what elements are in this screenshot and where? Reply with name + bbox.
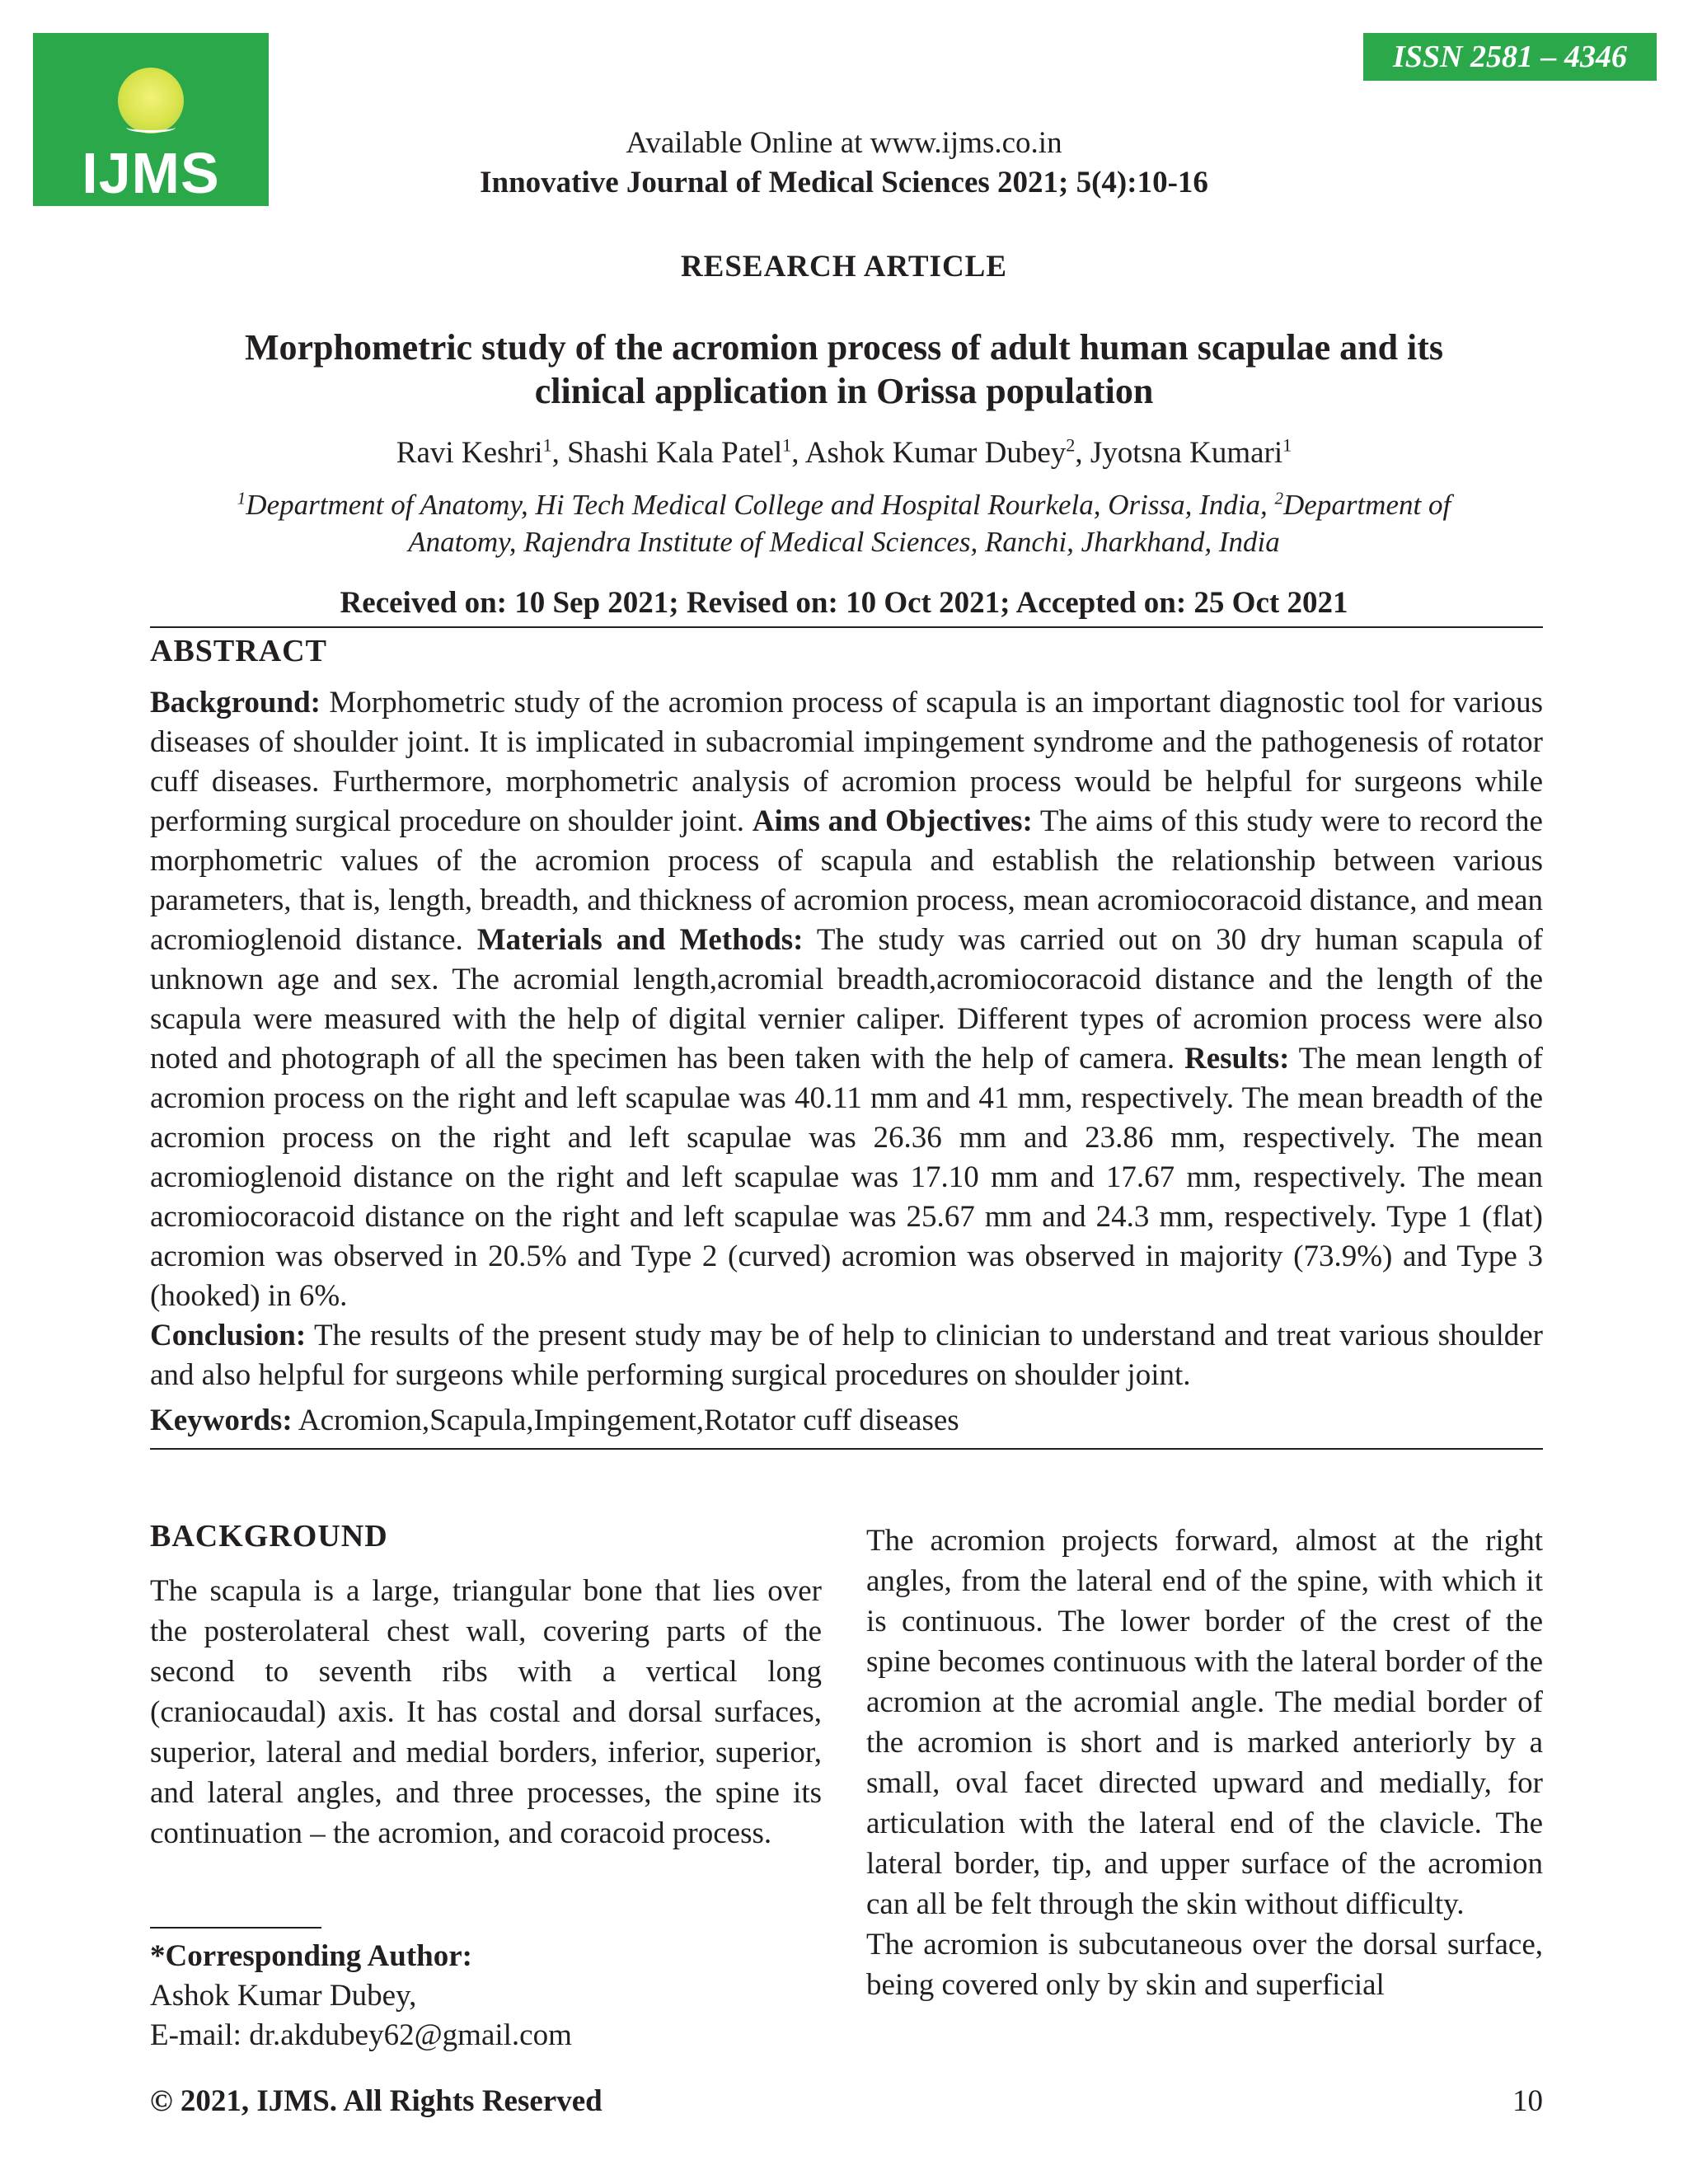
keywords — [150, 1401, 1543, 1441]
abstract-label-results: Results: — [1184, 1042, 1290, 1076]
body-paragraph: The acromion is subcutaneous over the dorsal surface, being covered only by skin and superficial — [866, 1928, 1543, 2002]
abstract-aims-text: The aims of this study were to record the morphometric values of the acromion process of scapula and establish the relationship between various parameters, that is, length, breadth, and thickness of acromion process, mean acromiocoracoid distance, and mean acromioglenoid distance. — [150, 804, 1543, 957]
author-name: Shashi Kala Patel — [567, 436, 783, 470]
left-column — [150, 1516, 822, 1854]
affiliation-2-start: Department of — [1283, 489, 1451, 521]
corresponding-author-name: Ashok Kumar Dubey, — [150, 1979, 417, 2013]
author-list — [0, 435, 1688, 471]
author-name: Ravi Keshri — [396, 436, 543, 470]
available-online-line: Available Online at www.ijms.co.in — [626, 126, 1062, 160]
abstract-label-methods: Materials and Methods: — [476, 923, 804, 957]
background-heading: BACKGROUND — [150, 1519, 388, 1554]
journal-citation: Innovative Journal of Medical Sciences 2021; 5(4):10-16 — [480, 166, 1208, 199]
divider — [150, 626, 1543, 628]
article-title-line-1: Morphometric study of the acromion process of adult human scapulae and its — [244, 327, 1444, 368]
author-name: Ashok Kumar Dubey — [804, 436, 1067, 470]
author-affiliation-mark: 1 — [1282, 434, 1292, 456]
logo-text: IJMS — [82, 141, 220, 205]
article-type: RESEARCH ARTICLE — [680, 250, 1008, 284]
page-number: 10 — [1512, 2084, 1543, 2118]
abstract-label-aims: Aims and Objectives: — [752, 804, 1033, 838]
footnote-divider — [150, 1927, 321, 1929]
abstract-methods-text: The study was carried out on 30 dry human scapula of unknown age and sex. The acromial length,acromial breadth,acromiocoracoid distance and the length of the scapula were measured with the help of digital vernier caliper. Different types of acromion process were also noted and photograph of all the specimen has been taken with the help of camera. — [150, 923, 1543, 1076]
abstract-body — [150, 683, 1543, 1395]
affiliation-mark: 2 — [1274, 488, 1284, 509]
background-paragraph: The scapula is a large, triangular bone that lies over the posterolateral chest wall, covering parts of the second to seventh ribs with a vertical long (craniocaudal) axis. It has costal and dorsal surfaces, superior, lateral and medial borders, inferior, superior, and lateral angles, and three processes, the spine its continuation – the acromion, and coracoid process. — [150, 1574, 822, 1850]
issn-badge: ISSN 2581 – 4346 — [1363, 33, 1657, 81]
author-separator: , — [791, 436, 805, 470]
affiliations — [198, 486, 1490, 560]
author-affiliation-mark: 2 — [1066, 434, 1076, 456]
abstract-conclusion-text: The results of the present study may be of help to clinician to understand and treat various shoulder and also helpful for surgeons while performing surgical procedures on shoulder joint. — [150, 1319, 1543, 1392]
corresponding-author-email: E-mail: dr.akdubey62@gmail.com — [150, 2018, 572, 2052]
divider — [150, 1448, 1543, 1450]
article-title — [165, 326, 1523, 413]
body-paragraph: The acromion projects forward, almost at the right angles, from the lateral end of the spine, with which it is continuous. The lower border of the crest of the spine becomes continuous with the lateral border of the acromion at the acromial angle. The medial border of the acromion is short and is marked anteriorly by a small, oval facet directed upward and medially, for articulation with the lateral end of the clavicle. The lateral border, tip, and upper surface of the acromion can all be felt through the skin without difficulty. — [866, 1524, 1543, 1921]
abstract-results-text: The mean length of acromion process on the right and left scapulae was 40.11 mm and 41 mm, respectively. The mean breadth of the acromion process on the right and left scapulae was 26.36 mm and 23.86 mm, respectively. The mean acromioglenoid distance on the right and left scapulae was 17.10 mm and 17.67 mm, respectively. The mean acromiocoracoid distance on the right and left scapulae was 25.67 mm and 24.3 mm, respectively. Type 1 (flat) acromion was observed in 20.5% and Type 2 (curved) acromion was observed in majority (73.9%) and Type 3 (hooked) in 6%. — [150, 1042, 1543, 1313]
keywords-text: Acromion,Scapula,Impingement,Rotator cuff diseases — [292, 1404, 959, 1437]
affiliation-mark: 1 — [237, 488, 246, 509]
author-separator: , — [1075, 436, 1090, 470]
abstract-background-text: Morphometric study of the acromion process of scapula is an important diagnostic tool for various diseases of shoulder joint. It is implicated in subacromial impingement syndrome and the pathogenesis of rotator cuff diseases. Furthermore, morphometric analysis of acromion process would be helpful for surgeons while performing surgical procedure on shoulder joint. — [150, 686, 1543, 838]
abstract-label-background: Background: — [150, 686, 321, 719]
author-affiliation-mark: 1 — [542, 434, 552, 456]
keywords-label: Keywords: — [150, 1404, 293, 1437]
author-affiliation-mark: 1 — [782, 434, 792, 456]
affiliation-1: Department of Anatomy, Hi Tech Medical College and Hospital Rourkela, Orissa, India, — [246, 489, 1275, 521]
author-separator: , — [551, 436, 568, 470]
article-dates: Received on: 10 Sep 2021; Revised on: 10 Oct 2021; Accepted on: 25 Oct 2021 — [340, 586, 1348, 620]
corresponding-author-label: *Corresponding Author: — [150, 1939, 472, 1973]
copyright-footer: © 2021, IJMS. All Rights Reserved — [150, 2084, 603, 2118]
abstract-heading: ABSTRACT — [150, 634, 327, 668]
abstract-label-conclusion: Conclusion: — [150, 1319, 307, 1352]
right-column — [866, 1521, 1543, 2005]
affiliation-2-end: Anatomy, Rajendra Institute of Medical Sciences, Ranchi, Jharkhand, India — [408, 526, 1280, 558]
article-title-line-2: clinical application in Orissa population — [534, 371, 1154, 411]
corresponding-author — [150, 1937, 572, 2055]
author-name: Jyotsna Kumari — [1090, 436, 1283, 470]
